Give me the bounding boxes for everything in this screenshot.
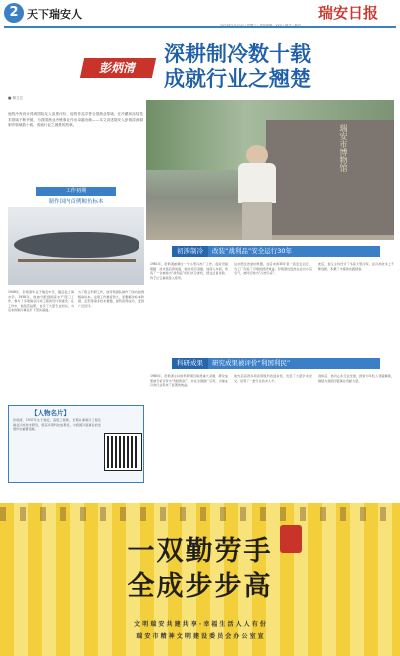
person-head (246, 145, 268, 165)
section-subtitle-whale: 制作国内首例鲸鱼标本 (48, 199, 104, 205)
left-text-col1: 1946年，彭炳清毕业于瑞安中学，随后赴上海求学。1958年，他被分配到国家水产部门工作，参与了多项渔业冷冻工程的设计和建设。在工作中，他刻苦钻研，自学了大量专业知识，为后来的制冷事业打下坚实基础。 (8, 290, 74, 313)
section-label-early-work: 工作初期 (36, 187, 116, 196)
section-name: 天下瑞安人 (27, 8, 82, 21)
right-text-col2: 这台经过改装的机器，在后来的30年里一直安全运行，为工厂创造了可观的经济效益。彭炳清也因此在业内小有名气，被同行称为“冷冻专家”。 (234, 262, 312, 276)
profile-box (8, 405, 144, 483)
column-tag: 彭炳清 (80, 58, 156, 78)
byline: ■ 林立江 (8, 96, 24, 100)
section-bar-refrigeration (172, 246, 380, 257)
section-title-research: 研究成果被评价“利国利民” (212, 359, 291, 367)
ad-slogan-line1: 文 明 瑞 安 共 建 共 享 · 幸 福 生 活 人 人 有 份 (134, 621, 266, 628)
headline-line1: 深耕制冷数十载 (164, 42, 311, 66)
section-bar-research (172, 358, 380, 369)
right-text-col3: 此后，他又主持设计了多座大型冷库，在冷冻技术上不断创新，积累了丰富的实践经验。 (318, 262, 394, 271)
headline-line2: 成就行业之翘楚 (164, 67, 311, 91)
section-tag-research: 科研成果 (172, 358, 208, 369)
display-stand (18, 259, 136, 262)
profile-title: 【人物名片】 (31, 409, 70, 417)
person-trousers (242, 202, 272, 240)
wall-inscription: 瑞安市博物馆 (339, 124, 348, 172)
page-number-badge: 2 (4, 3, 24, 23)
ad-title-line2: 全成步步高 (127, 571, 273, 602)
right-text-col1: 1961年，彭炳清被调往一个小型冷冻厂工作，面对设备简陋、技术落后的局面，他并没有退缩。他深入车间，改造了一台被称为“战利品”的旧式冷冻机，经过反复试验，终于让它重新投入使用。 (150, 262, 228, 280)
right-text-col5: 他先后获得多项省部级科技进步奖，发表了大量学术论文，培养了一批专业技术人才。 (234, 374, 312, 383)
stone-wall (266, 120, 394, 235)
ad-seal (280, 525, 302, 553)
profile-body: 彭炳清，1937年生于瑞安，高级工程师，长期从事制冷工程及渔业冷冻技术研究，曾获多项科技成果奖，为我国冷链事业的发展作出重要贡献。 (13, 418, 101, 432)
person-shirt (238, 163, 276, 203)
ad-slogan-line2: 瑞 安 市 精 神 文 明 建 设 委 员 会 办 公 室 宣 (136, 633, 264, 640)
portrait-photo (146, 100, 394, 240)
whale-body (14, 232, 139, 258)
lead-paragraph: 他的冷库设计得到国际友人高度评价，他的作品享誉全国渔业领域，在冷藏和冻结技术领域不断突破，为我国渔业冷链事业作出卓越贡献——本文讲述瑞安人彭炳清深耕制冷领域数十载，成就行业之翘楚的故事。 (8, 112, 143, 128)
header-rule (4, 26, 396, 28)
masthead: 瑞安日报 (318, 4, 379, 22)
right-text-col4: 1985年，彭炳清主持的科研项目取得重大突破，研究成果被专家评价为“利国利民”，并在全国推广应用，为渔业冷冻行业带来了显著的效益。 (150, 374, 228, 388)
section-tag-refrigeration: 初涉制冷 (172, 246, 208, 257)
qr-code[interactable] (105, 434, 141, 470)
ad-title-line1: 一双勤劳手 (127, 536, 273, 567)
whale-specimen-photo (8, 207, 144, 285)
ad-decor-top (0, 507, 400, 521)
section-title-refrigeration: 改装“战利品”安全运行30年 (212, 247, 293, 255)
right-text-col6: 退休后，他仍心系行业发展，经常为年轻人答疑解惑，继续为我国冷链事业贡献力量。 (318, 374, 394, 383)
left-text-col2: 为了配合科研工作，他带领团队制作了国内首例鲸鱼标本。这项工作难度很大，需要解决标本防腐、定型等诸多技术难题，最终获得成功，受到广泛好评。 (78, 290, 144, 308)
public-service-ad (0, 503, 400, 656)
